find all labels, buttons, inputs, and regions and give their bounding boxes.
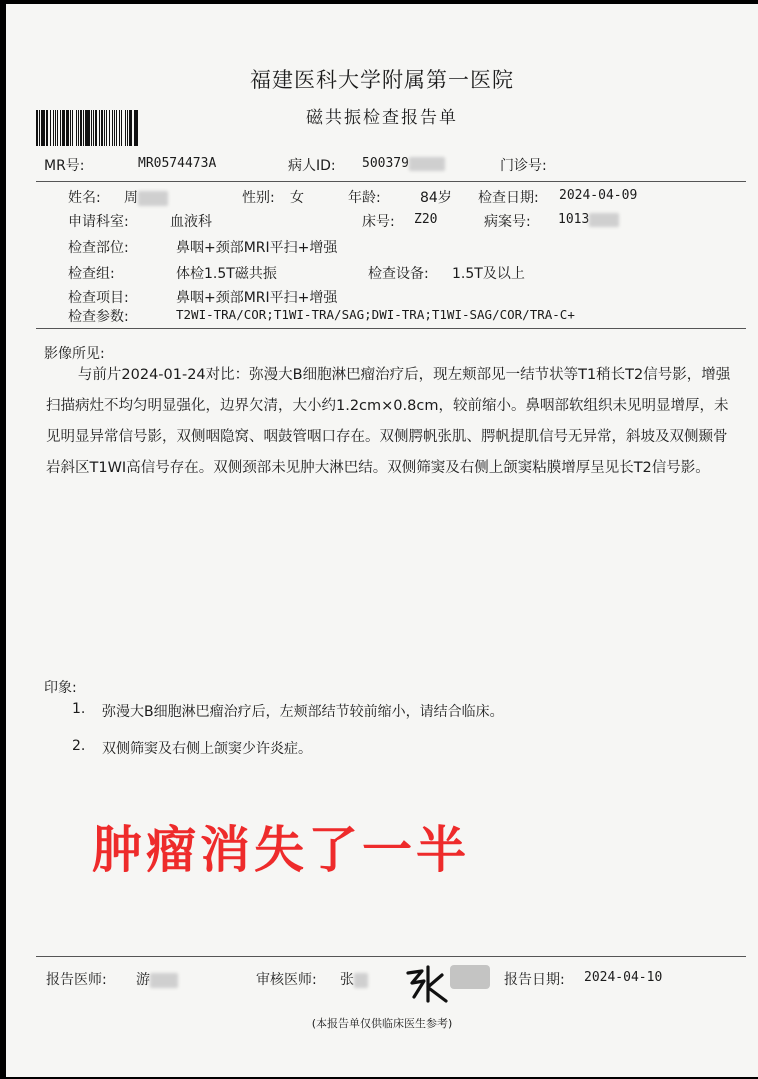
bed-label: 床号: — [362, 214, 395, 230]
clinic-number-label: 门诊号: — [500, 158, 547, 174]
divider-top — [36, 181, 746, 182]
report-date-value: 2024-04-10 — [584, 970, 663, 985]
divider-footer — [36, 956, 746, 957]
exam-params-value: T2WI-TRA/COR;T1WI-TRA/SAG;DWI-TRA;T1WI-SAG/COR/TRA-C+ — [176, 307, 575, 322]
redaction-blur — [354, 973, 368, 988]
report-date-label: 报告日期: — [504, 972, 565, 988]
reviewer-label: 审核医师: — [256, 972, 317, 988]
divider-params — [36, 328, 746, 329]
impression-item: 双侧筛窦及右侧上颌窦少许炎症。 — [102, 741, 312, 757]
mr-number-value: MR0574473A — [138, 156, 217, 171]
bed-value: Z20 — [414, 212, 438, 227]
exam-device-value: 1.5T及以上 — [452, 266, 525, 282]
name-label: 姓名: — [68, 190, 101, 206]
age-value: 84岁 — [420, 190, 452, 206]
report-paper — [6, 4, 758, 1077]
report-doctor-label: 报告医师: — [46, 972, 107, 988]
exam-group-value: 体检1.5T磁共振 — [176, 266, 277, 282]
findings-heading: 影像所见: — [44, 346, 105, 362]
record-number-value: 1013 — [558, 212, 590, 227]
sex-label: 性别: — [242, 190, 275, 206]
exam-group-label: 检查组: — [68, 266, 115, 282]
exam-part-label: 检查部位: — [68, 240, 129, 256]
name-value: 周 — [124, 190, 138, 206]
redaction-blur — [589, 213, 619, 227]
patient-id-label: 病人ID: — [288, 158, 336, 174]
record-number-label: 病案号: — [484, 214, 531, 230]
sex-value: 女 — [290, 190, 304, 206]
impression-number: 2. — [72, 738, 86, 754]
department-value: 血液科 — [170, 214, 212, 230]
reviewer-signature — [402, 959, 502, 1009]
record-number-field — [558, 212, 619, 227]
name-field — [124, 187, 168, 207]
overlay-annotation: 肿瘤消失了一半 — [92, 821, 470, 879]
barcode — [36, 110, 232, 146]
patient-id-field — [362, 156, 445, 171]
hospital-name: 福建医科大学附属第一医院 — [250, 68, 514, 92]
report-doctor-value: 游 — [136, 972, 150, 988]
reviewer-field — [340, 969, 368, 989]
impression-number: 1. — [72, 701, 86, 717]
redaction-blur — [150, 973, 178, 988]
exam-date-label: 检查日期: — [478, 190, 539, 206]
disclaimer: (本报告单仅供临床医生参考) — [311, 1017, 453, 1030]
report-doctor-field — [136, 969, 178, 989]
exam-params-label: 检查参数: — [68, 309, 129, 325]
impression-heading: 印象: — [44, 680, 77, 696]
exam-date-value: 2024-04-09 — [559, 188, 638, 203]
reviewer-value: 张 — [340, 972, 354, 988]
department-label: 申请科室: — [68, 214, 129, 230]
exam-device-label: 检查设备: — [368, 266, 429, 282]
report-title: 磁共振检查报告单 — [306, 108, 458, 128]
exam-item-value: 鼻咽+颈部MRI平扫+增强 — [176, 290, 338, 306]
impression-item: 弥漫大B细胞淋巴瘤治疗后，左颊部结节较前缩小，请结合临床。 — [102, 704, 504, 720]
redaction-blur — [138, 191, 168, 206]
redaction-blur — [409, 157, 445, 171]
patient-id-value: 500379 — [362, 156, 409, 171]
mr-number-label: MR号: — [44, 158, 85, 174]
exam-item-label: 检查项目: — [68, 290, 129, 306]
findings-text: 与前片2024-01-24对比：弥漫大B细胞淋巴瘤治疗后，现左颊部见一结节状等T1稍长T2信号影，增强扫描病灶不均匀明显强化，边界欠清，大小约1.2cm×0.8cm，较前缩小。鼻咽部软组织未见明显增厚，未见明显异常信号影，双侧咽隐窝、咽鼓管咽口存在。双侧腭帆张肌、腭帆提肌信号无异常，斜坡及双侧颞骨岩斜区T1WI高信号存在。双侧颈部未见肿大淋巴结。双侧筛窦及右侧上颌窦粘膜增厚呈见长T2信号影。 — [46, 367, 731, 476]
exam-part-value: 鼻咽+颈部MRI平扫+增强 — [176, 240, 338, 256]
age-label: 年龄: — [348, 190, 381, 206]
